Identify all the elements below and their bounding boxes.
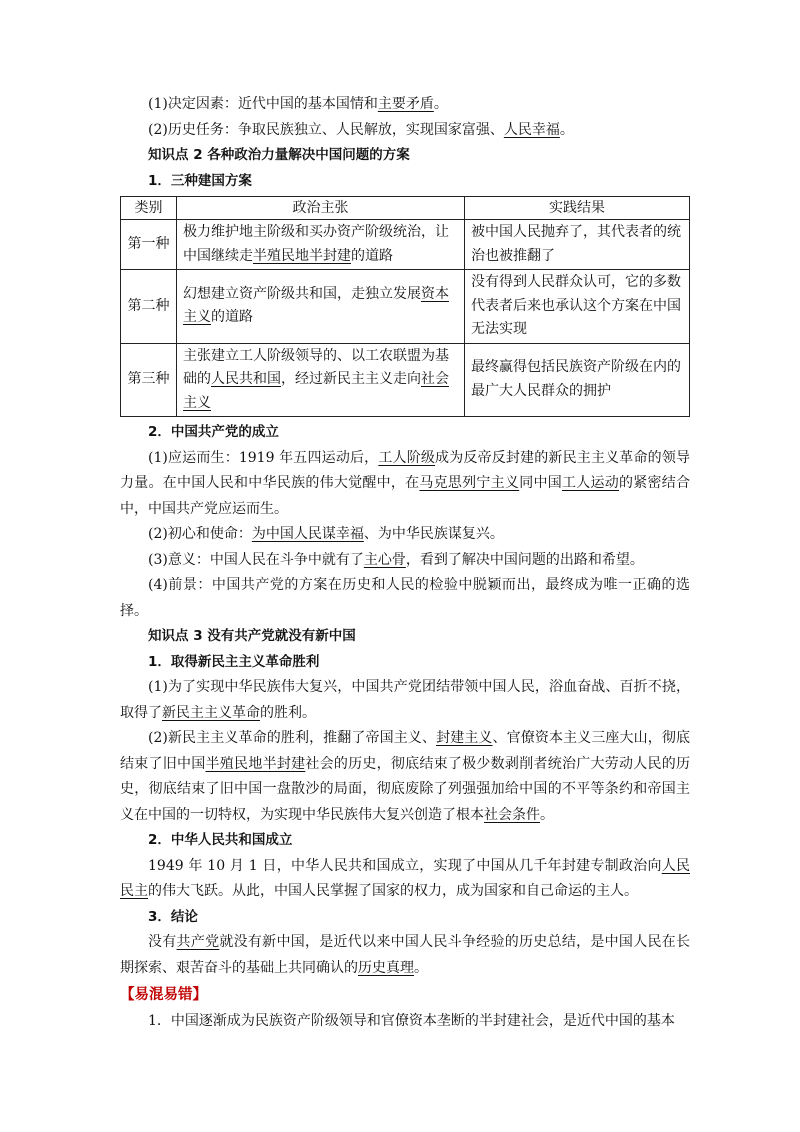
table-cell-proposition: 幻想建立资产阶级共和国，走独立发展资本主义的道路 (177, 270, 465, 344)
table-cell-category: 第二种 (121, 270, 177, 344)
table-header-result: 实践结果 (465, 197, 690, 220)
heading-knowledge-point-3: 知识点 3 没有共产党就没有新中国 (148, 628, 356, 644)
table-cell-result: 最终赢得包括民族资产阶级在内的最广大人民群众的拥护 (465, 343, 690, 417)
paragraph-prospect: (4)前景：中国共产党的方案在历史和人民的检验中脱颖而出，最终成为唯一正确的选择。 (120, 577, 690, 619)
paragraph-significance: (3)意义：中国人民在斗争中就有了主心骨，看到了解决中国问题的出路和希望。 (148, 551, 644, 568)
heading-knowledge-point-2: 知识点 2 各种政治力量解决中国问题的方案 (148, 147, 410, 163)
table-row (121, 343, 690, 417)
table-header-proposition: 政治主张 (177, 197, 465, 220)
paragraph-conclusion: 没有共产党就没有新中国，是近代以来中国人民斗争经验的历史总结，是中国人民在长期探索、艰苦奋斗的基础上共同确认的历史真理。 (120, 934, 691, 976)
table-header-category: 类别 (121, 197, 177, 220)
heading-party-founding: 2．中国共产党的成立 (148, 424, 279, 440)
paragraph-historical-task: (2)历史任务：争取民族独立、人民解放，实现国家富强、人民幸福。 (148, 121, 574, 138)
table-header-row (121, 197, 690, 220)
table-cell-result: 没有得到人民群众认可，它的多数代表者后来也承认这个方案在中国无法实现 (465, 270, 690, 344)
paragraph-prc: 1949 年 10 月 1 日，中华人民共和国成立，实现了中国从几千年封建专制政治向人民民主的伟大飞跃。从此，中国人民掌握了国家的权力，成为国家和自己命运的主人。 (120, 857, 690, 899)
table-cell-category: 第一种 (121, 220, 177, 270)
paragraph-victory-2: (2)新民主主义革命的胜利，推翻了帝国主义、封建主义、官僚资本主义三座大山，彻底结束了旧中国半殖民地半封建社会的历史，彻底结束了极少数剥削者统治广大劳动人民的历史，彻底结束了旧中国一盘散沙的局面，彻底废除了列强强加给中国的不平等条约和帝国主义在中国的一切特权，为实现中华民族伟大复兴创造了根本社会条件。 (120, 730, 691, 823)
table-row (121, 220, 690, 270)
plans-table (120, 196, 690, 417)
table-cell-category: 第三种 (121, 343, 177, 417)
heading-revolution-victory: 1．取得新民主主义革命胜利 (148, 653, 320, 670)
table-cell-proposition: 极力维护地主阶级和买办资产阶级统治，让中国继续走半殖民地半封建的道路 (177, 220, 465, 270)
heading-common-mistakes: 【易混易错】 (120, 987, 207, 1003)
table-cell-proposition: 主张建立工人阶级领导的、以工农联盟为基础的人民共和国，经过新民主主义走向社会主义 (177, 343, 465, 417)
table-cell-result: 被中国人民抛弃了，其代表者的统治也被推翻了 (465, 220, 690, 270)
document-page (120, 92, 690, 1034)
paragraph-emergence: (1)应运而生：1919 年五四运动后，工人阶级成为反帝反封建的新民主主义革命的领导力量。在中国人民和中华民族的伟大觉醒中，在马克思列宁主义同中国工人运动的紧密结合中，中国共产党应运而生。 (120, 449, 691, 517)
paragraph-decisive-factor: (1)决定因素：近代中国的基本国情和主要矛盾。 (148, 96, 448, 112)
paragraph-victory-1: (1)为了实现中华民族伟大复兴，中国共产党团结带领中国人民，浴血奋战、百折不挠，取得了新民主主义革命的胜利。 (120, 679, 690, 721)
heading-three-plans: 1．三种建国方案 (148, 172, 252, 189)
paragraph-mission: (2)初心和使命：为中国人民谋幸福、为中华民族谋复兴。 (148, 526, 504, 542)
heading-prc-founding: 2．中华人民共和国成立 (148, 832, 293, 848)
heading-conclusion: 3．结论 (148, 908, 198, 925)
paragraph-mistake-1: 1．中国逐渐成为民族资产阶级领导和官僚资本垄断的半封建社会，是近代中国的基本 (148, 1012, 675, 1029)
table-row (121, 270, 690, 344)
